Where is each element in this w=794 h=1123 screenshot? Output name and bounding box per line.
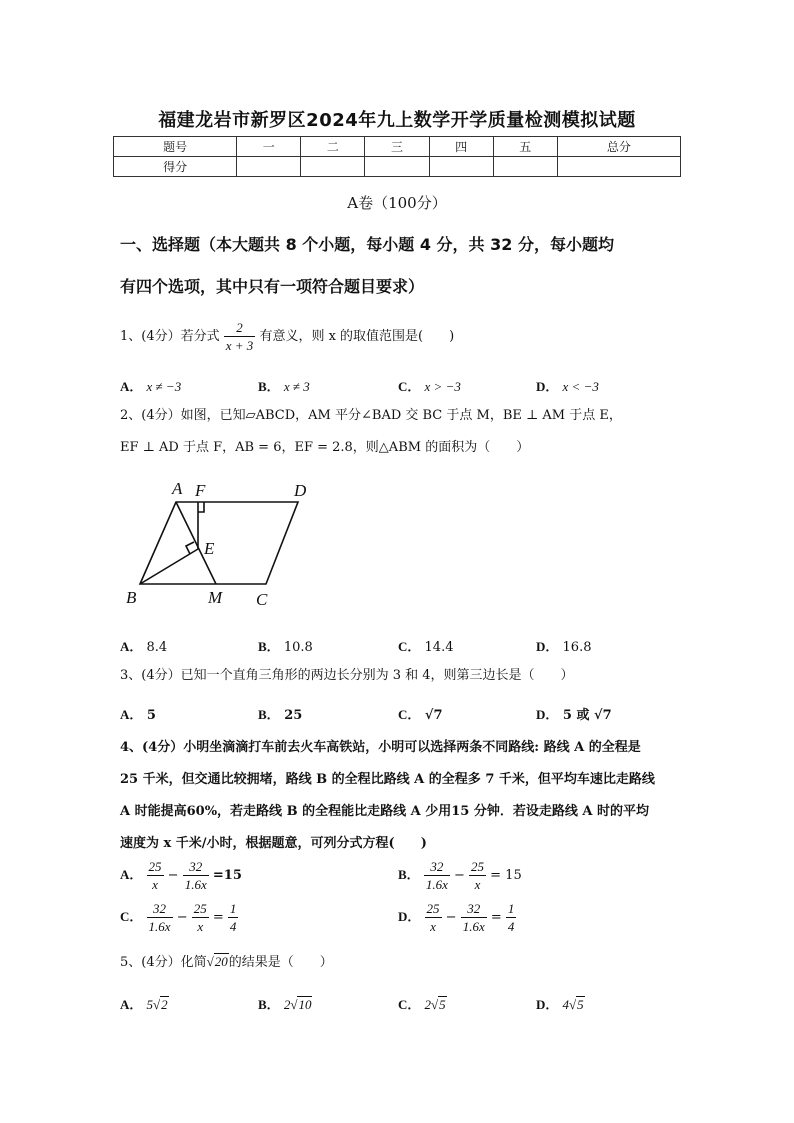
q1-suffix: 有意义，则 x 的取值范围是( ) (259, 329, 455, 344)
score-header-cell: 一 (237, 137, 301, 157)
label-c: C (256, 590, 268, 609)
question-4-line4: 速度为 x 千米/小时，根据题意，可列分式方程( ) (120, 836, 427, 851)
score-row-label: 得分 (114, 157, 237, 177)
q3-option-d: D． 5 或 √7 (536, 707, 612, 723)
question-2-line1: 2、(4分）如图，已知▱ABCD，AM 平分∠BAD 交 BC 于点 M，BE ⊥ AM 于点 E， (120, 408, 622, 423)
q1-fraction (224, 319, 256, 354)
score-header-cell: 二 (301, 137, 365, 157)
label-e: E (204, 539, 215, 558)
score-header-cell: 四 (429, 137, 493, 157)
score-cell (557, 157, 680, 177)
q1-option-c: C． x > −3 (398, 379, 461, 394)
paper-section-title: A卷（100分） (347, 194, 447, 212)
label-m: M (208, 588, 223, 607)
question-1 (120, 318, 690, 358)
q5-option-b: B． 2√10 (258, 997, 312, 1012)
q1-prefix: 1、(4分）若分式 (120, 329, 220, 344)
section-heading-line2: 有四个选项，其中只有一项符合题目要求） (120, 277, 425, 296)
q3-option-b: B． 25 (258, 707, 303, 723)
q2-option-a: A． 8.4 (120, 639, 168, 655)
q1-numerator: 2 (224, 319, 256, 337)
question-4-line3: A 时能提高60%，若走路线 B 的全程能比走路线 A 少用15 分钟．若设走路线 A 时的平均 (120, 804, 649, 819)
score-table-score-row (114, 157, 681, 177)
score-header-cell: 三 (365, 137, 429, 157)
label-a: A (172, 479, 183, 498)
score-cell (301, 157, 365, 177)
score-table (113, 136, 681, 177)
score-header-cell: 题号 (114, 137, 237, 157)
question-2-line2: EF ⊥ AD 于点 F，AB = 6，EF = 2.8，则△ABM 的面积为（ ） (120, 440, 530, 455)
q3-option-c: C． √7 (398, 707, 443, 723)
q4-option-c: C． $\frac{32}{1.6x}$ − $\frac{25}{x}$ = $\frac{1}{4}$ (120, 901, 237, 934)
q5-option-c: C． 2√5 (398, 997, 446, 1012)
question-4-line1: 4、(4分）小明坐滴滴打车前去火车高铁站，小明可以选择两条不同路线: 路线 A 的全程是 (120, 740, 641, 755)
label-f: F (195, 481, 206, 500)
q4-option-b: B． $\frac{32}{1.6x}$ − $\frac{25}{x}$ = 15 (398, 859, 522, 892)
score-cell (493, 157, 557, 177)
q2-option-c: C． 14.4 (398, 639, 454, 655)
score-cell (429, 157, 493, 177)
score-table-header-row (114, 137, 681, 157)
q3-option-a: A． 5 (120, 707, 156, 723)
q2-option-d: D． 16.8 (536, 639, 592, 655)
score-header-cell: 总分 (557, 137, 680, 157)
label-b: B (126, 588, 137, 607)
question-5: 5、(4分）化简√20的结果是（ ） (120, 954, 333, 970)
q2-option-b: B． 10.8 (258, 639, 313, 655)
score-header-cell: 五 (493, 137, 557, 157)
exam-title: 福建龙岩市新罗区2024年九上数学开学质量检测模拟试题 (158, 110, 636, 131)
parallelogram-figure (118, 472, 318, 612)
right-angle-mark-f (198, 502, 204, 512)
q1-denominator: x + 3 (225, 338, 254, 353)
parallelogram-abcd (140, 502, 298, 584)
q5-option-d: D． 4√5 (536, 997, 584, 1012)
score-cell (237, 157, 301, 177)
q5-option-a: A． 5√2 (120, 997, 168, 1012)
q1-option-b: B． x ≠ 3 (258, 379, 310, 394)
q4-option-d: D． $\frac{25}{x}$ − $\frac{32}{1.6x}$ = $\frac{1}{4}$ (398, 901, 515, 934)
score-cell (365, 157, 429, 177)
question-3: 3、(4分）已知一个直角三角形的两边长分别为 3 和 4，则第三边长是（ ） (120, 668, 574, 683)
q4-option-a: A． $\frac{25}{x}$ − $\frac{32}{1.6x}$ =15 (120, 859, 242, 892)
section-heading-line1: 一、选择题（本大题共 8 个小题，每小题 4 分，共 32 分，每小题均 (120, 235, 614, 254)
q1-option-d: D． x < −3 (536, 379, 599, 394)
question-4-line2: 25 千米，但交通比较拥堵，路线 B 的全程比路线 A 的全程多 7 千米，但平均车速比走路线 (120, 772, 655, 787)
q1-option-a: A． x ≠ −3 (120, 379, 182, 394)
label-d: D (294, 481, 307, 500)
